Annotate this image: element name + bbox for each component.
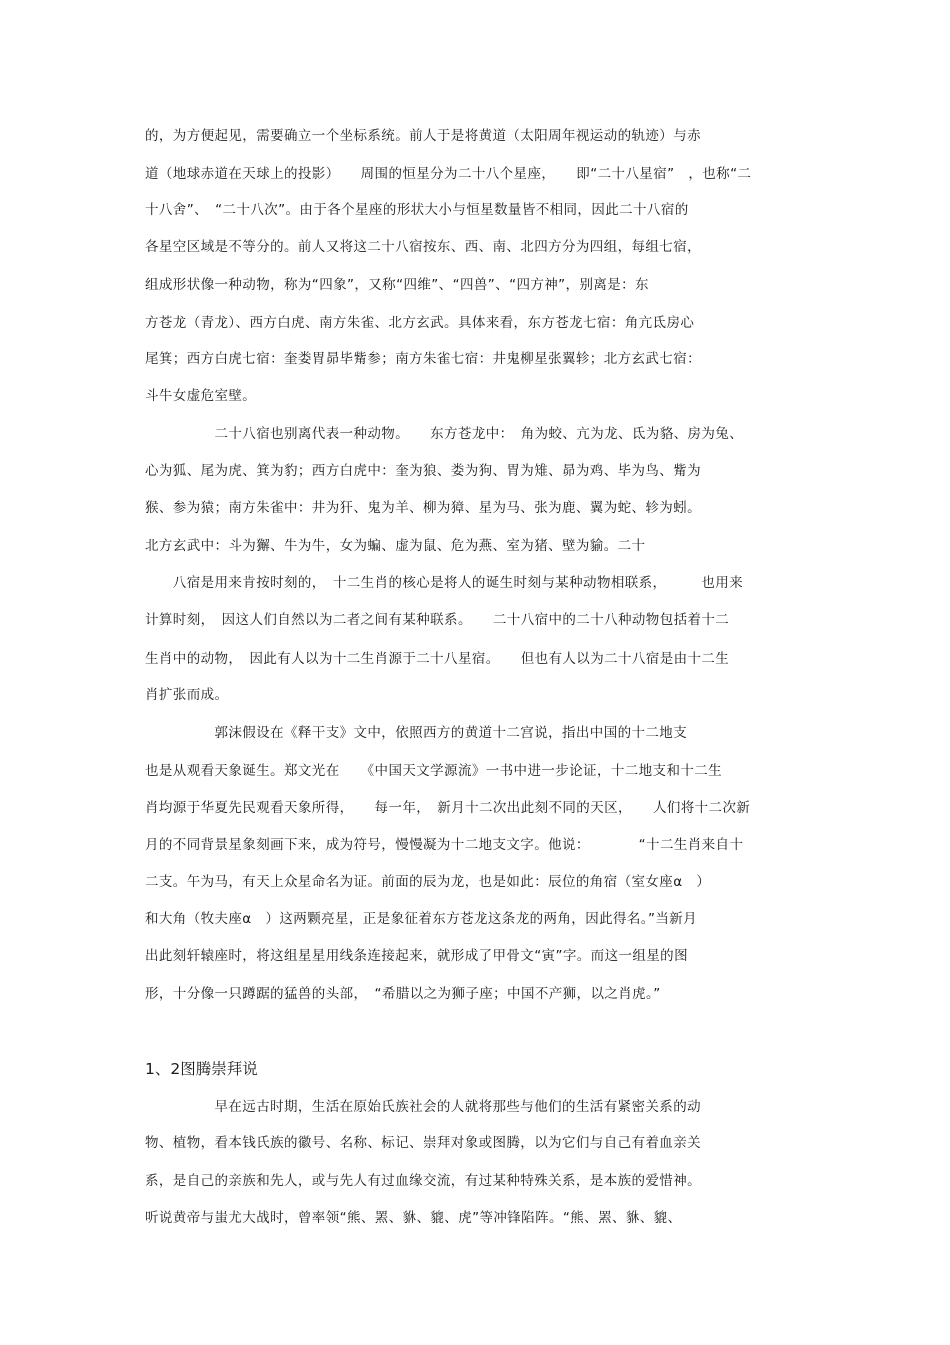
text-line: 也是从观看天象诞生。郑文光在 《中国天文学源流》一书中进一步论证，十二地支和十二生 [145,763,723,779]
text-line: 听说黄帝与蚩尤大战时，曾率领“熊、罴、貅、貔、虎”等冲锋陷阵。“熊、罴、貅、貔、 [145,1210,682,1226]
text-line: 形，十分像一只蹲踞的猛兽的头部， “希腊以之为狮子座；中国不产狮，以之肖虎。” [145,986,661,1002]
text-line: 组成形状像一种动物，称为“四象”，又称“四维”、“四兽”、“四方神”，别离是：东 [145,277,649,293]
text-line: 心为狐、尾为虎、箕为豹；西方白虎中：奎为狼、娄为狗、胃为雉、昴为鸡、毕为鸟、觜为 [145,463,701,479]
text-line: 八宿是用来肯按时刻的， 十二生肖的核心是将人的诞生时刻与某种动物相联系， 也用来 [145,575,744,591]
text-line: 方苍龙（青龙）、西方白虎、南方朱雀、北方玄武。具体来看，东方苍龙七宿：角亢氐房心 [145,315,695,331]
text-line: 和大角（牧夫座α ）这两颗亮星，正是象征着东方苍龙这条龙的两角，因此得名。”当新月 [145,911,698,927]
text-line: 北方玄武中：斗为獬、牛为牛，女为蝙、虚为鼠、危为燕、室为猪、壁为貐。二十 [145,538,646,554]
text-line: 二十八宿也别离代表一种动物。 东方苍龙中： 角为蛟、亢为龙、氐为貉、房为兔、 [145,426,744,442]
text-line: 计算时刻， 因这人们自然以为二者之间有某种联系。 二十八宿中的二十八种动物包括着十二 [145,612,730,628]
text-line: 系，是自己的亲族和先人，或与先人有过血缘交流，有过某种特殊关系，是本族的爱惜神。 [145,1173,701,1189]
text-line: 二支。午为马，有天上众星命名为证。前面的辰为龙，也是如此：辰位的角宿（室女座α ） [145,874,711,890]
text-line: 道（地球赤道在天球上的投影） 周围的恒星分为二十八个星座， 即“二十八星宿” ，也称“二 [145,166,752,182]
text-line: 十八舍”、 “二十八次”。由于各个星座的形状大小与恒星数量皆不相同，因此二十八宿的 [145,202,689,218]
text-line: 斗牛女虚危室壁。 [145,388,257,404]
text-line: 月的不同背景星象刻画下来，成为符号，慢慢凝为十二地支文字。他说： “十二生肖来自十 [145,837,744,853]
text-line: 各星空区域是不等分的。前人又将这二十八宿按东、西、南、北四方分为四组，每组七宿， [145,239,701,255]
text-line: 生肖中的动物， 因此有人以为十二生肖源于二十八星宿。 但也有人以为二十八宿是由十二生 [145,651,730,667]
text-line: 猴、参为猿；南方朱雀中：井为犴、鬼为羊、柳为獐、星为马、张为鹿、翼为蛇、轸为蚓。 [145,500,701,516]
section-heading: 1、2图腾崇拜说 [145,1060,258,1078]
text-line: 出此刻轩辕座时，将这组星星用线条连接起来，就形成了甲骨文“寅”字。而这一组星的图 [145,948,688,964]
text-line: 肖扩张而成。 [145,687,229,703]
text-line: 尾箕；西方白虎七宿：奎娄胃昴毕觜参；南方朱雀七宿：井鬼柳星张翼轸；北方玄武七宿： [145,351,701,367]
text-line: 物、植物，看本钱氏族的徽号、名称、标记、崇拜对象或图腾，以为它们与自己有着血亲关 [145,1135,701,1151]
text-line: 的，为方便起见，需要确立一个坐标系统。前人于是将黄道（太阳周年视运动的轨迹）与赤 [145,128,701,144]
text-line: 肖均源于华夏先民观看天象所得， 每一年， 新月十二次出此刻不同的天区， 人们将十二次新 [145,800,751,816]
text-line: 早在远古时期，生活在原始氏族社会的人就将那些与他们的生活有紧密关系的动 [145,1099,701,1115]
text-line: 郭沫假设在《释干支》文中，依照西方的黄道十二宫说，指出中国的十二地支 [145,725,688,741]
